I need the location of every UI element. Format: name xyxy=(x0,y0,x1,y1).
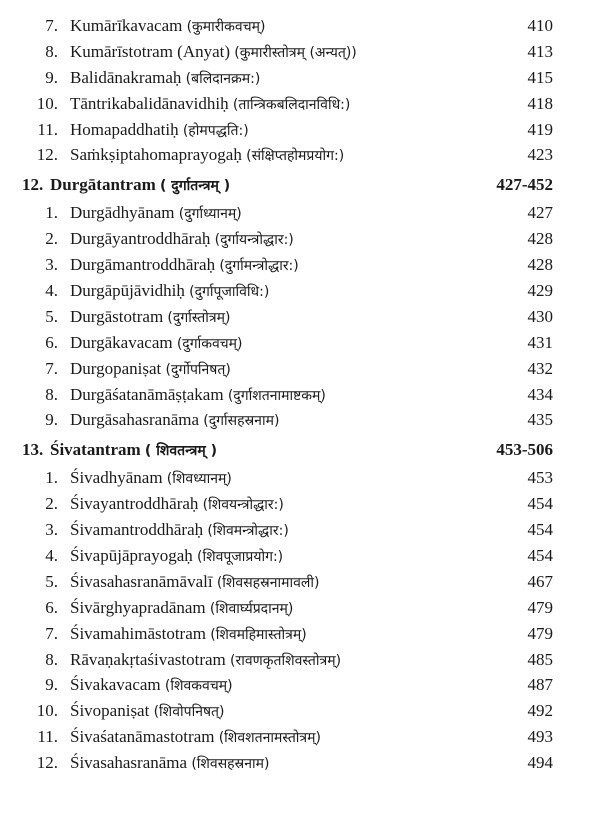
entry-title-roman: Durgādhyānam xyxy=(70,203,175,223)
entry-title-roman: Śivārghyapradānam xyxy=(70,597,206,617)
entry-title xyxy=(70,304,230,332)
toc-entry[interactable] xyxy=(0,382,600,408)
entry-title-devanagari: (संक्षिप्तहोमप्रयोग:) xyxy=(246,148,345,165)
toc-entry[interactable] xyxy=(0,750,600,776)
entry-title-devanagari: (होमपद्धति:) xyxy=(182,122,249,139)
toc-entry[interactable] xyxy=(0,142,600,168)
entry-page-number: 419 xyxy=(527,119,553,139)
entry-title-roman: Rāvaṇakṛtaśivastotram xyxy=(70,649,226,669)
entry-title-roman: Durgāmantroddhāraḥ xyxy=(70,255,216,275)
entry-number: 8. xyxy=(45,649,58,669)
entry-title-roman: Durgāstotram xyxy=(70,306,164,326)
entry-page-number: 428 xyxy=(527,229,553,249)
section-heading[interactable] xyxy=(0,170,600,200)
entry-number: 5. xyxy=(45,306,58,326)
entry-title-devanagari: (दुर्गामन्त्रोद्धार:) xyxy=(219,258,299,275)
entry-title-roman: Durgākavacam xyxy=(70,332,173,352)
entry-title-devanagari: (दुर्गोपनिषत्) xyxy=(165,361,231,378)
entry-title-roman: Durgāsahasranāma xyxy=(70,410,200,430)
entry-title-devanagari: (दुर्गाकवचम्) xyxy=(176,335,243,352)
toc-entry[interactable] xyxy=(0,226,600,252)
entry-title-devanagari: (शिवयन्त्रोद्धार:) xyxy=(202,497,284,514)
entry-title xyxy=(70,465,232,493)
entry-title-devanagari: (शिवसहस्रनामावली) xyxy=(216,574,320,591)
entry-title xyxy=(70,117,249,145)
entry-title-devanagari: (दुर्गासहस्रनाम) xyxy=(203,413,280,430)
entry-title-roman: Śivaśatanāmastotram xyxy=(70,727,215,747)
entry-page-number: 435 xyxy=(527,410,553,430)
toc-entry[interactable] xyxy=(0,672,600,698)
entry-title xyxy=(70,65,260,93)
entry-title-roman: Durgopaniṣat xyxy=(70,358,162,378)
entry-page-number: 431 xyxy=(527,332,553,352)
entry-title-devanagari: (कुमारीकवचम्) xyxy=(186,19,266,35)
toc-entry[interactable] xyxy=(0,517,600,543)
entry-page-number: 453-506 xyxy=(496,440,553,460)
toc-entry[interactable] xyxy=(0,278,600,304)
entry-number: 6. xyxy=(45,332,58,352)
entry-number: 4. xyxy=(45,281,58,301)
entry-number: 10. xyxy=(36,93,58,113)
entry-page-number: 415 xyxy=(527,67,553,87)
entry-title-roman: Saṁkṣiptahomaprayogaḥ xyxy=(70,145,242,165)
entry-title xyxy=(50,170,230,201)
entry-number: 13. xyxy=(22,440,44,460)
entry-title xyxy=(70,330,243,358)
entry-title xyxy=(70,750,269,778)
toc-entry[interactable] xyxy=(0,304,600,330)
toc-entry[interactable] xyxy=(0,621,600,647)
entry-title xyxy=(70,569,319,597)
entry-title-roman: Śivopaniṣat xyxy=(70,701,150,721)
entry-number: 6. xyxy=(45,597,58,617)
entry-page-number: 454 xyxy=(527,546,553,566)
entry-number: 5. xyxy=(45,571,58,591)
entry-title-devanagari: (शिवपूजाप्रयोग:) xyxy=(197,549,284,566)
entry-page-number: 467 xyxy=(527,571,553,591)
entry-number: 10. xyxy=(36,701,58,721)
entry-title-roman: Śivadhyānam xyxy=(70,468,163,488)
entry-title-roman: Śivayantroddhāraḥ xyxy=(70,494,199,514)
toc-entry[interactable] xyxy=(0,39,600,65)
toc-entry[interactable] xyxy=(0,465,600,491)
entry-title xyxy=(70,91,350,119)
entry-title-roman: Balidānakramaḥ xyxy=(70,67,182,87)
entry-page-number: 434 xyxy=(527,384,553,404)
entry-title-devanagari: (बलिदानक्रम:) xyxy=(185,70,261,87)
entry-page-number: 427 xyxy=(527,203,553,223)
entry-number: 3. xyxy=(45,520,58,540)
entry-page-number: 494 xyxy=(527,753,553,773)
entry-title-devanagari: (दुर्गायन्त्रोद्धार:) xyxy=(214,232,294,249)
entry-page-number: 413 xyxy=(527,41,553,61)
entry-title-devanagari: (कुमारीस्तोत्रम् (अन्यत्)) xyxy=(234,44,357,61)
entry-page-number: 454 xyxy=(527,494,553,514)
entry-title-roman: Śivamahimāstotram xyxy=(70,623,206,643)
toc-entry[interactable] xyxy=(0,13,600,39)
entry-number: 3. xyxy=(45,255,58,275)
entry-title-devanagari: (शिवार्घ्यप्रदानम्) xyxy=(209,600,294,617)
entry-title-devanagari: (शिवसहस्रनाम) xyxy=(191,756,270,773)
entry-page-number: 432 xyxy=(527,358,553,378)
entry-title xyxy=(70,517,289,545)
entry-page-number: 492 xyxy=(527,701,553,721)
entry-number: 11. xyxy=(37,119,58,139)
entry-title-devanagari: (शिवकवचम्) xyxy=(164,678,233,695)
entry-number: 2. xyxy=(45,494,58,514)
entry-page-number: 427-452 xyxy=(496,175,553,195)
entry-title xyxy=(70,226,294,254)
entry-page-number: 429 xyxy=(527,281,553,301)
entry-title xyxy=(70,491,284,519)
entry-title-roman: Tāntrikabalidānavidhiḥ xyxy=(70,93,229,113)
entry-title xyxy=(70,382,326,410)
entry-page-number: 410 xyxy=(527,16,553,35)
entry-title xyxy=(70,543,283,571)
entry-title xyxy=(70,39,357,67)
entry-title xyxy=(50,435,217,466)
entry-number: 12. xyxy=(22,175,44,195)
entry-number: 12. xyxy=(36,753,58,773)
entry-page-number: 487 xyxy=(527,675,553,695)
entry-title-roman: Śivatantram xyxy=(50,440,141,460)
entry-title xyxy=(70,356,231,384)
toc-entry[interactable] xyxy=(0,407,600,433)
toc-entry[interactable] xyxy=(0,491,600,517)
entry-title-roman: Durgāśatanāmāṣṭakam xyxy=(70,384,224,404)
entry-title-devanagari: (तान्त्रिकबलिदानविधि:) xyxy=(232,96,351,113)
entry-title-roman: Śivakavacam xyxy=(70,675,161,695)
toc-entry[interactable] xyxy=(0,647,600,673)
entry-page-number: 485 xyxy=(527,649,553,669)
entry-page-number: 423 xyxy=(527,145,553,165)
entry-title xyxy=(70,595,293,623)
entry-title-devanagari: (शिवध्यानम्) xyxy=(166,471,232,488)
entry-number: 8. xyxy=(45,41,58,61)
entry-number: 7. xyxy=(45,623,58,643)
entry-title-roman: Kumārīkavacam xyxy=(70,16,183,35)
entry-title-devanagari: (दुर्गापूजाविधि:) xyxy=(189,284,270,301)
entry-page-number: 428 xyxy=(527,255,553,275)
entry-title xyxy=(70,621,307,649)
entry-title-devanagari: (शिवमहिमास्तोत्रम्) xyxy=(210,626,307,643)
entry-number: 7. xyxy=(45,16,58,35)
entry-title xyxy=(70,698,225,726)
toc-entry[interactable] xyxy=(0,330,600,356)
entry-title-roman: Durgāyantroddhāraḥ xyxy=(70,229,211,249)
entry-page-number: 453 xyxy=(527,468,553,488)
toc-entry[interactable] xyxy=(0,356,600,382)
entry-title xyxy=(70,407,279,435)
entry-page-number: 479 xyxy=(527,623,553,643)
entry-title-devanagari: ( दुर्गातन्त्रम् ) xyxy=(160,178,231,195)
entry-title-devanagari: (दुर्गाशतनामाष्टकम्) xyxy=(227,387,326,404)
toc-entry[interactable] xyxy=(0,200,600,226)
entry-number: 8. xyxy=(45,384,58,404)
entry-title xyxy=(70,724,321,752)
entry-title-roman: Durgāpūjāvidhiḥ xyxy=(70,281,185,301)
entry-number: 9. xyxy=(45,67,58,87)
entry-number: 2. xyxy=(45,229,58,249)
entry-title xyxy=(70,672,233,700)
entry-number: 1. xyxy=(45,468,58,488)
entry-title-roman: Śivamantroddhāraḥ xyxy=(70,520,204,540)
entry-title-devanagari: (दुर्गाध्यानम्) xyxy=(178,206,242,223)
entry-title-roman: Śivapūjāprayogaḥ xyxy=(70,546,193,566)
entry-title-roman: Śivasahasranāmāvalī xyxy=(70,571,213,591)
entry-number: 4. xyxy=(45,546,58,566)
entry-number: 11. xyxy=(37,727,58,747)
entry-title xyxy=(70,278,269,306)
toc-entry[interactable] xyxy=(0,252,600,278)
entry-title xyxy=(70,647,341,675)
entry-page-number: 479 xyxy=(527,597,553,617)
toc-entry[interactable] xyxy=(0,65,600,91)
entry-page-number: 493 xyxy=(527,727,553,747)
entry-title-roman: Śivasahasranāma xyxy=(70,753,188,773)
entry-page-number: 418 xyxy=(527,93,553,113)
entry-number: 9. xyxy=(45,675,58,695)
entry-title-devanagari: (दुर्गास्तोत्रम्) xyxy=(167,309,231,326)
toc-entry[interactable] xyxy=(0,698,600,724)
entry-title-devanagari: (शिवमन्त्रोद्धार:) xyxy=(207,523,289,540)
section-heading[interactable] xyxy=(0,435,600,465)
entry-page-number: 454 xyxy=(527,520,553,540)
toc-entry[interactable] xyxy=(0,117,600,143)
toc-entry[interactable] xyxy=(0,91,600,117)
entry-title-roman: Durgātantram xyxy=(50,175,156,195)
toc-entry[interactable] xyxy=(0,595,600,621)
entry-title-devanagari: ( शिवतन्त्रम् ) xyxy=(144,443,218,460)
toc-entry[interactable] xyxy=(0,569,600,595)
entry-title xyxy=(70,252,299,280)
entry-page-number: 430 xyxy=(527,306,553,326)
entry-title-roman: Homapaddhatiḥ xyxy=(70,119,179,139)
entry-number: 9. xyxy=(45,410,58,430)
entry-title-devanagari: (शिवशतनामस्तोत्रम्) xyxy=(218,730,321,747)
entry-number: 12. xyxy=(36,145,58,165)
entry-title-devanagari: (शिवोपनिषत्) xyxy=(153,704,225,721)
toc-entry[interactable] xyxy=(0,724,600,750)
entry-title-devanagari: (रावणकृतशिवस्तोत्रम्) xyxy=(230,652,342,669)
entry-title xyxy=(70,13,265,41)
toc-entry[interactable] xyxy=(0,543,600,569)
entry-number: 1. xyxy=(45,203,58,223)
entry-title xyxy=(70,142,344,170)
entry-title-roman: Kumārīstotram (Anyat) xyxy=(70,41,231,61)
entry-number: 7. xyxy=(45,358,58,378)
table-of-contents xyxy=(0,13,600,776)
entry-title xyxy=(70,200,242,228)
